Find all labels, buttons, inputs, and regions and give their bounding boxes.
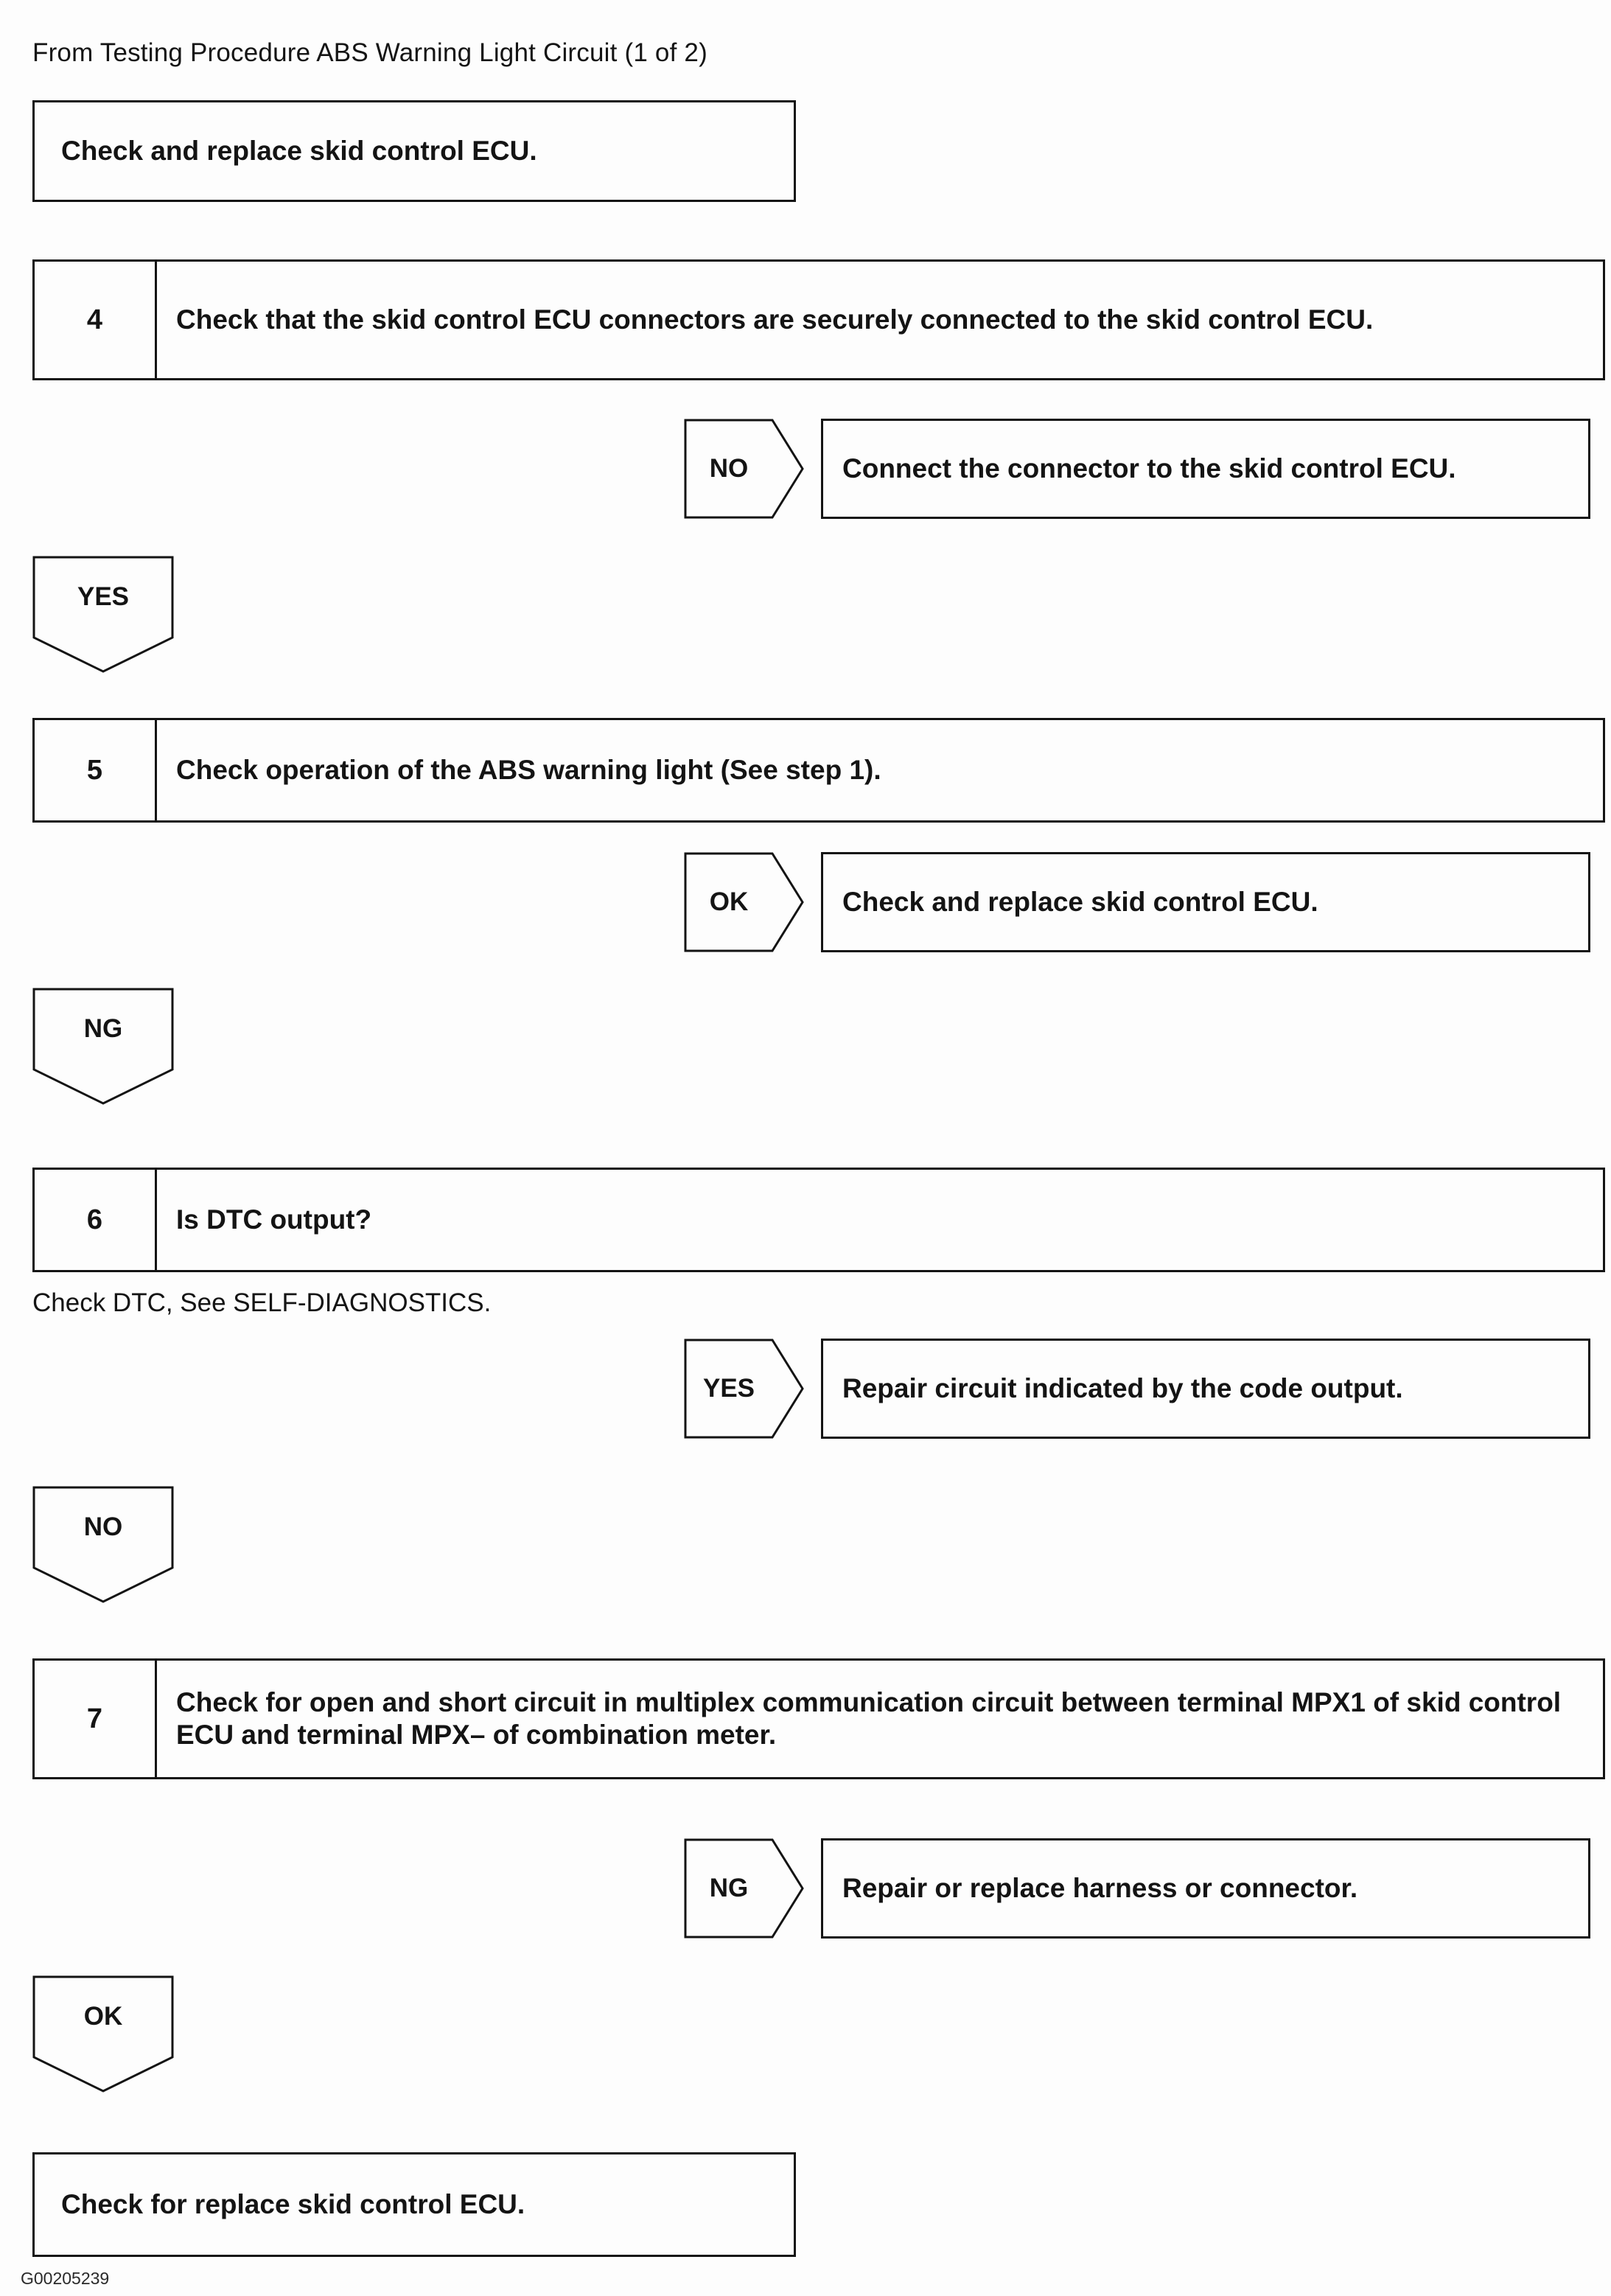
step-text: Check that the skid control ECU connectors are securely connected to the skid control ECU. — [176, 304, 1374, 335]
flow-pentagon-ok — [32, 1975, 174, 2093]
step-text: Check operation of the ABS warning light (See step 1). — [176, 754, 881, 785]
branch-pentagon-ng — [684, 1838, 805, 1939]
branch-pentagon-no — [684, 419, 805, 519]
step-number: 5 — [35, 720, 157, 820]
flow-pentagon-yes — [32, 556, 174, 674]
final-box-text: Check for replace skid control ECU. — [61, 2189, 525, 2219]
branch-label: OK — [709, 887, 749, 916]
result-text: Repair circuit indicated by the code output. — [842, 1373, 1403, 1403]
step-text: Is DTC output? — [176, 1204, 372, 1235]
result-box — [821, 852, 1590, 952]
flow-pentagon-no — [32, 1486, 174, 1604]
final-box — [32, 2152, 796, 2257]
branch-pentagon-ok — [684, 852, 805, 952]
step-number: 6 — [35, 1170, 157, 1270]
step-box-7 — [32, 1658, 1605, 1779]
flow-label: YES — [77, 582, 130, 611]
branch-pentagon-yes — [684, 1339, 805, 1439]
result-text: Repair or replace harness or connector. — [842, 1873, 1358, 1903]
page-title: From Testing Procedure ABS Warning Light Circuit (1 of 2) — [32, 38, 707, 67]
step-number: 7 — [35, 1661, 157, 1777]
entry-box — [32, 100, 796, 202]
note-text: Check DTC, See SELF-DIAGNOSTICS. — [32, 1288, 492, 1317]
result-text: Check and replace skid control ECU. — [842, 887, 1318, 917]
result-box — [821, 419, 1590, 519]
step-text: Check for open and short circuit in multiplex communication circuit between terminal MPX1 of skid control ECU and terminal MPX– of combination meter. — [176, 1686, 1562, 1750]
flow-label: NO — [83, 1512, 123, 1541]
step-box-6 — [32, 1168, 1605, 1272]
branch-label: YES — [702, 1374, 755, 1403]
step-box-5 — [32, 718, 1605, 823]
result-box — [821, 1339, 1590, 1439]
flow-label: NG — [83, 1014, 123, 1043]
result-text: Connect the connector to the skid control ECU. — [842, 453, 1456, 484]
branch-label: NO — [709, 454, 749, 483]
entry-box-text: Check and replace skid control ECU. — [61, 136, 537, 166]
step-box-4 — [32, 259, 1605, 380]
step-number: 4 — [35, 262, 157, 378]
flow-label: OK — [83, 2002, 123, 2031]
flow-pentagon-ng — [32, 988, 174, 1106]
result-box — [821, 1838, 1590, 1939]
branch-label: NG — [709, 1874, 749, 1902]
figure-id: G00205239 — [21, 2269, 110, 2288]
